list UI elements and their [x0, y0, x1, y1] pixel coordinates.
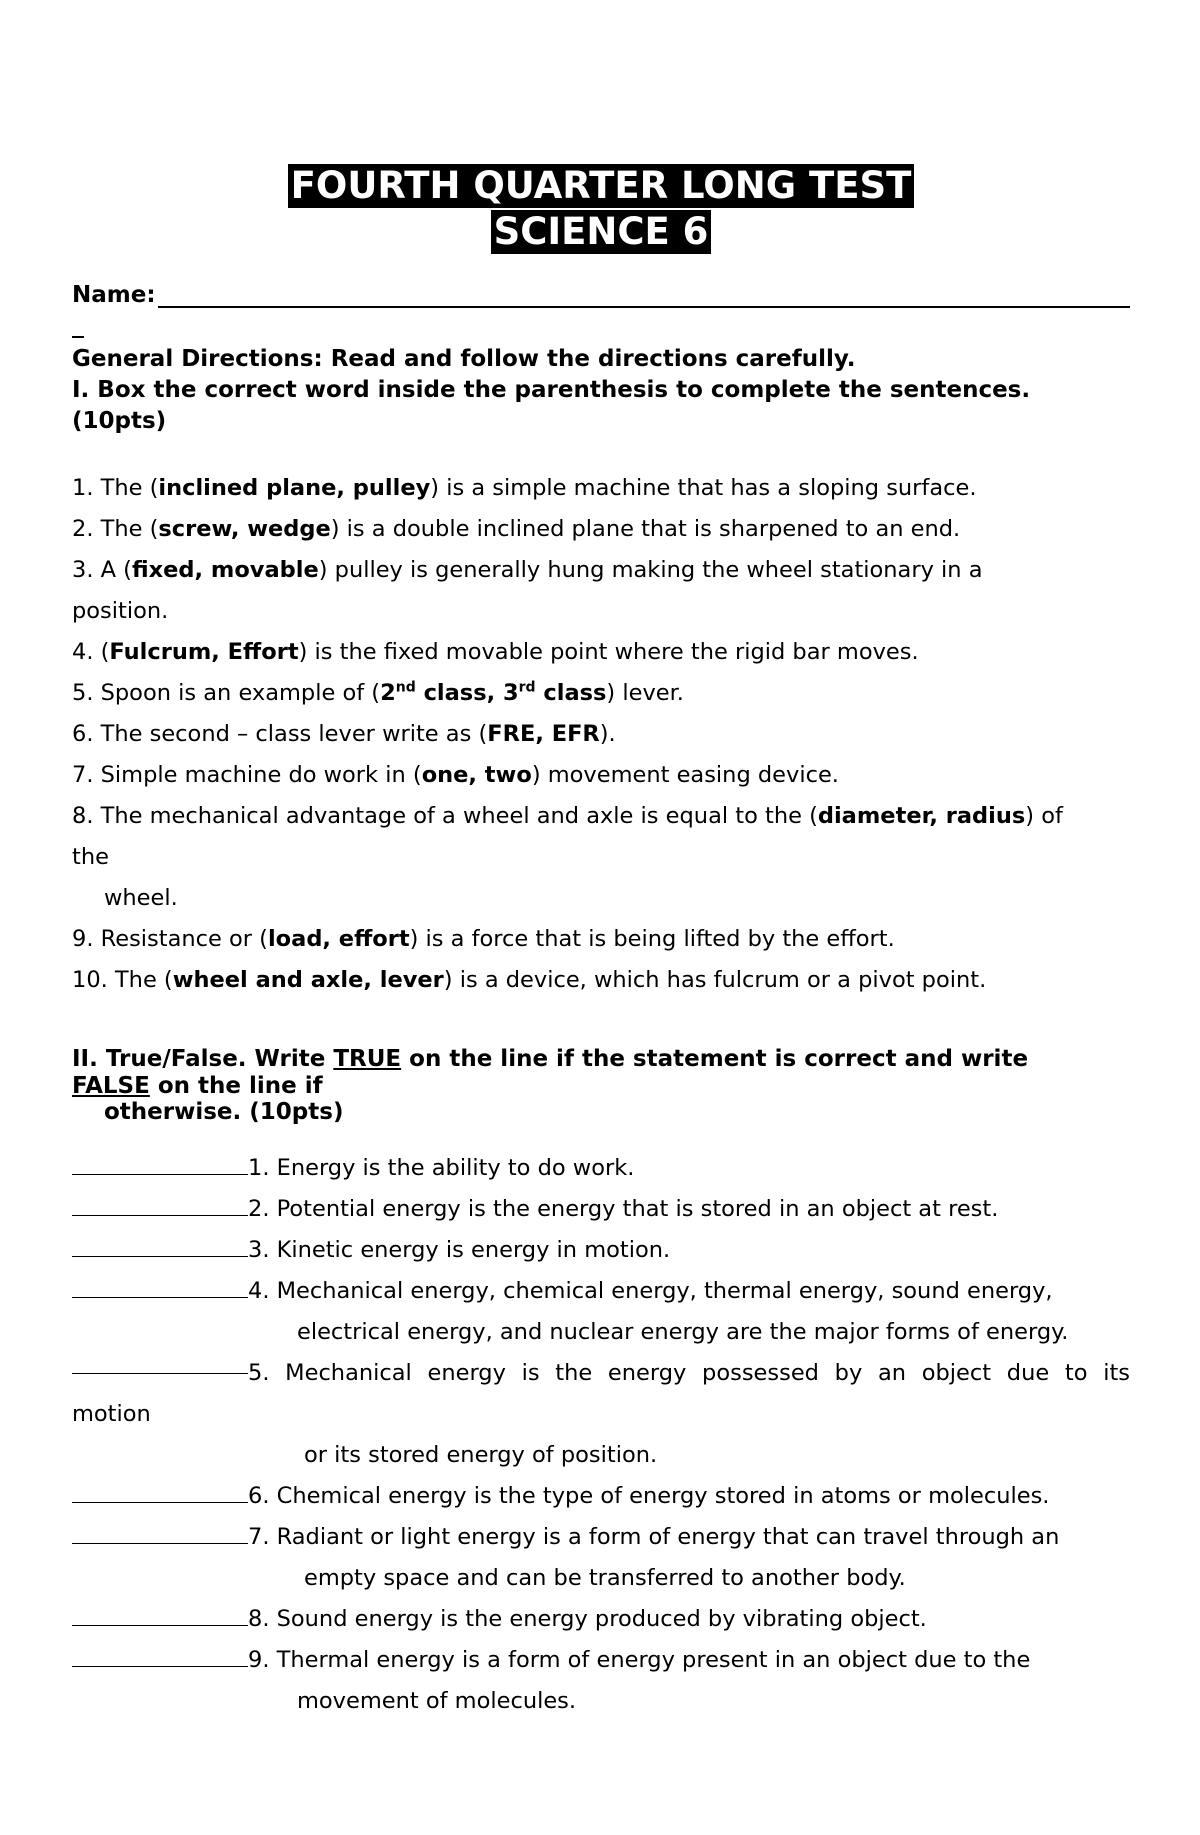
answer-blank[interactable]: [72, 1277, 248, 1298]
list-item: 8. Sound energy is the energy produced by vibrating object.: [72, 1599, 1130, 1640]
list-item: 9. Thermal energy is a form of energy present in an object due to the: [72, 1640, 1130, 1681]
answer-blank[interactable]: [72, 1236, 248, 1257]
list-item: 1. Energy is the ability to do work.: [72, 1148, 1130, 1189]
list-item: 5. Mechanical energy is the energy possessed by an object due to its: [72, 1353, 1130, 1394]
part2-instructions: II. True/False. Write TRUE on the line if the statement is correct and write FALSE on the line if otherwise. (10pts): [72, 1046, 1029, 1125]
name-blank-line[interactable]: [158, 306, 1130, 308]
name-field[interactable]: [72, 282, 1130, 314]
answer-blank[interactable]: [72, 1605, 248, 1626]
answer-blank[interactable]: [72, 1154, 248, 1175]
list-item: 4. (Fulcrum, Effort) is the fixed movable point where the rigid bar moves.: [72, 639, 919, 665]
general-directions: General Directions: Read and follow the directions carefully.: [72, 346, 856, 372]
list-item-continuation: movement of molecules.: [297, 1688, 577, 1714]
answer-blank[interactable]: [72, 1482, 248, 1503]
part1-items: [72, 468, 1130, 1001]
list-item-continuation: the: [72, 844, 109, 870]
list-item-continuation: electrical energy, and nuclear energy are the major forms of energy.: [297, 1319, 1069, 1345]
part1-points: (10pts): [72, 408, 167, 434]
list-item: 4. Mechanical energy, chemical energy, thermal energy, sound energy,: [72, 1271, 1130, 1312]
subject-title: SCIENCE 6: [491, 210, 712, 254]
list-item: 2. Potential energy is the energy that is stored in an object at rest.: [72, 1189, 1130, 1230]
list-item-continuation: motion: [72, 1401, 151, 1427]
list-item-continuation: position.: [72, 598, 169, 624]
answer-blank[interactable]: [72, 1523, 248, 1544]
list-item: 2. The (screw, wedge) is a double inclined plane that is sharpened to an end.: [72, 516, 961, 542]
answer-blank[interactable]: [72, 1646, 248, 1667]
list-item-continuation: or its stored energy of position.: [304, 1442, 658, 1468]
name-label: Name:: [72, 282, 156, 308]
test-title: FOURTH QUARTER LONG TEST: [288, 164, 915, 208]
list-item: 3. Kinetic energy is energy in motion.: [72, 1230, 1130, 1271]
part2-items: [72, 1148, 1130, 1722]
list-item: 3. A (fixed, movable) pulley is generally hung making the wheel stationary in a: [72, 557, 983, 583]
list-item-continuation: wheel.: [104, 885, 178, 911]
answer-blank[interactable]: [72, 1353, 248, 1374]
list-item: 5. Spoon is an example of (2nd class, 3rd class) lever.: [72, 679, 684, 706]
title-block: [72, 164, 1130, 256]
list-item-continuation: empty space and can be transferred to another body.: [304, 1565, 906, 1591]
list-item: 1. The (inclined plane, pulley) is a simple machine that has a sloping surface.: [72, 475, 977, 501]
directions: [72, 344, 1130, 437]
document-page: [72, 0, 1130, 1714]
list-item: 8. The mechanical advantage of a wheel and axle is equal to the (diameter, radius) of: [72, 803, 1063, 829]
list-item: 10. The (wheel and axle, lever) is a device, which has fulcrum or a pivot point.: [72, 967, 987, 993]
list-item: 6. Chemical energy is the type of energy stored in atoms or molecules.: [72, 1476, 1130, 1517]
list-item: 6. The second – class lever write as (FRE, EFR).: [72, 721, 616, 747]
answer-blank[interactable]: [72, 1195, 248, 1216]
part1-instructions: I. Box the correct word inside the parenthesis to complete the sentences.: [72, 377, 1031, 403]
list-item: 7. Radiant or light energy is a form of energy that can travel through an: [72, 1517, 1130, 1558]
list-item: 7. Simple machine do work in (one, two) movement easing device.: [72, 762, 839, 788]
list-item: 9. Resistance or (load, effort) is a force that is being lifted by the effort.: [72, 926, 895, 952]
name-blank-continuation: [72, 336, 84, 338]
